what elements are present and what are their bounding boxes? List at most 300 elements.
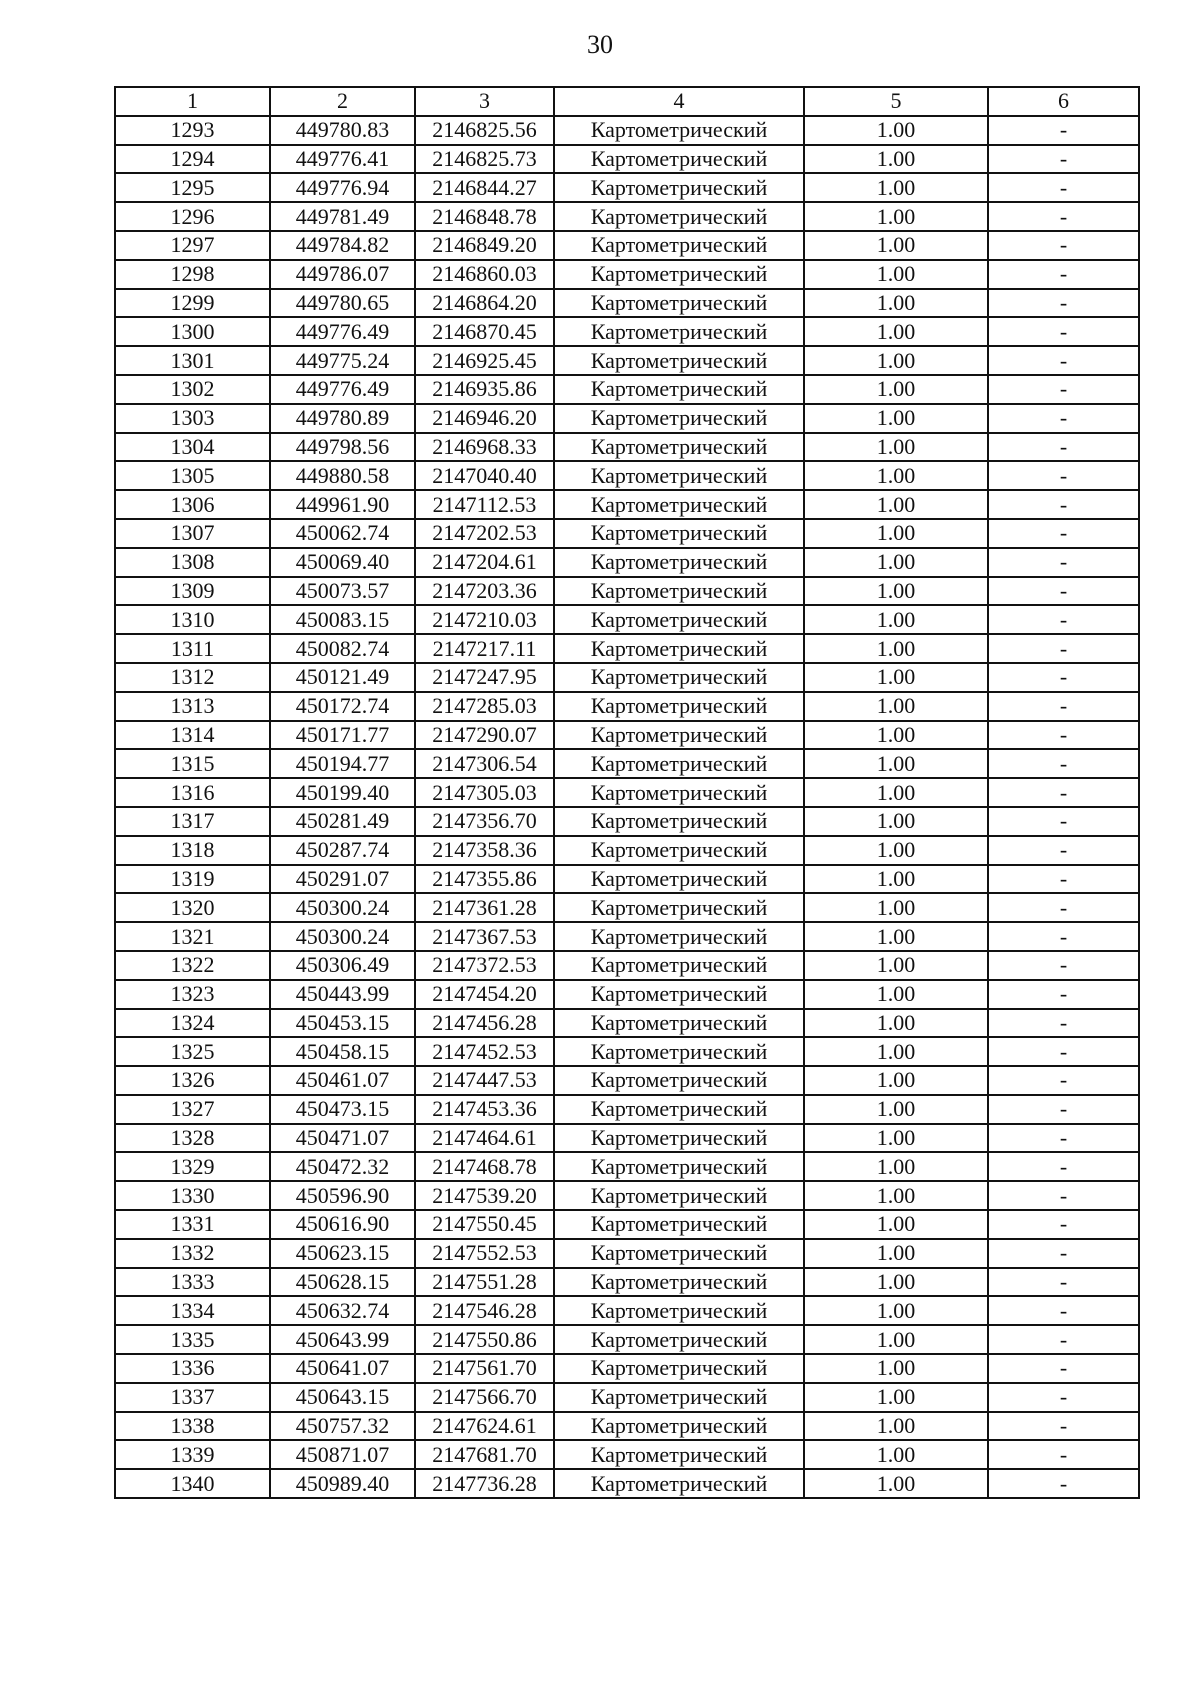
x-coordinate-cell: 450989.40 [270,1469,415,1498]
description-cell: - [988,145,1139,174]
method-cell: Картометрический [554,836,804,865]
description-cell: - [988,778,1139,807]
accuracy-cell: 1.00 [804,289,988,318]
x-coordinate-cell: 450461.07 [270,1066,415,1095]
accuracy-cell: 1.00 [804,202,988,231]
description-cell: - [988,1095,1139,1124]
y-coordinate-cell: 2147305.03 [415,778,554,807]
y-coordinate-cell: 2147112.53 [415,490,554,519]
method-cell: Картометрический [554,346,804,375]
description-cell: - [988,951,1139,980]
table-row [115,605,1139,634]
column-header: 2 [270,87,415,116]
point-number-cell: 1310 [115,605,270,634]
table-row [115,1037,1139,1066]
table-row [115,1268,1139,1297]
table-row [115,346,1139,375]
y-coordinate-cell: 2147550.86 [415,1325,554,1354]
table-row [115,116,1139,145]
x-coordinate-cell: 449780.65 [270,289,415,318]
point-number-cell: 1318 [115,836,270,865]
method-cell: Картометрический [554,807,804,836]
x-coordinate-cell: 450443.99 [270,980,415,1009]
method-cell: Картометрический [554,145,804,174]
accuracy-cell: 1.00 [804,1095,988,1124]
y-coordinate-cell: 2147551.28 [415,1268,554,1297]
accuracy-cell: 1.00 [804,1440,988,1469]
accuracy-cell: 1.00 [804,778,988,807]
table-row [115,634,1139,663]
accuracy-cell: 1.00 [804,375,988,404]
page-number: 30 [587,30,613,59]
method-cell: Картометрический [554,1152,804,1181]
point-number-cell: 1333 [115,1268,270,1297]
method-cell: Картометрический [554,1124,804,1153]
table-row [115,749,1139,778]
description-cell: - [988,1296,1139,1325]
y-coordinate-cell: 2147452.53 [415,1037,554,1066]
x-coordinate-cell: 450643.15 [270,1383,415,1412]
accuracy-cell: 1.00 [804,807,988,836]
y-coordinate-cell: 2147539.20 [415,1181,554,1210]
description-cell: - [988,721,1139,750]
description-cell: - [988,1354,1139,1383]
description-cell: - [988,1066,1139,1095]
method-cell: Картометрический [554,749,804,778]
point-number-cell: 1325 [115,1037,270,1066]
y-coordinate-cell: 2147453.36 [415,1095,554,1124]
x-coordinate-cell: 450471.07 [270,1124,415,1153]
y-coordinate-cell: 2147550.45 [415,1210,554,1239]
y-coordinate-cell: 2147566.70 [415,1383,554,1412]
description-cell: - [988,202,1139,231]
point-number-cell: 1317 [115,807,270,836]
y-coordinate-cell: 2147040.40 [415,461,554,490]
accuracy-cell: 1.00 [804,749,988,778]
accuracy-cell: 1.00 [804,1383,988,1412]
accuracy-cell: 1.00 [804,1239,988,1268]
y-coordinate-cell: 2146968.33 [415,433,554,462]
table-row [115,1239,1139,1268]
method-cell: Картометрический [554,1383,804,1412]
table-row [115,404,1139,433]
y-coordinate-cell: 2146935.86 [415,375,554,404]
x-coordinate-cell: 450291.07 [270,865,415,894]
method-cell: Картометрический [554,951,804,980]
x-coordinate-cell: 449784.82 [270,231,415,260]
point-number-cell: 1297 [115,231,270,260]
table-row [115,836,1139,865]
point-number-cell: 1303 [115,404,270,433]
point-number-cell: 1340 [115,1469,270,1498]
table-row [115,692,1139,721]
x-coordinate-cell: 450300.24 [270,893,415,922]
description-cell: - [988,1009,1139,1038]
accuracy-cell: 1.00 [804,577,988,606]
accuracy-cell: 1.00 [804,1152,988,1181]
point-number-cell: 1299 [115,289,270,318]
x-coordinate-cell: 450628.15 [270,1268,415,1297]
table-row [115,289,1139,318]
table-row [115,1181,1139,1210]
x-coordinate-cell: 449775.24 [270,346,415,375]
y-coordinate-cell: 2147361.28 [415,893,554,922]
table-row [115,577,1139,606]
accuracy-cell: 1.00 [804,1354,988,1383]
point-number-cell: 1309 [115,577,270,606]
y-coordinate-cell: 2147210.03 [415,605,554,634]
description-cell: - [988,807,1139,836]
x-coordinate-cell: 450194.77 [270,749,415,778]
point-number-cell: 1330 [115,1181,270,1210]
y-coordinate-cell: 2147247.95 [415,663,554,692]
table-row [115,173,1139,202]
y-coordinate-cell: 2146946.20 [415,404,554,433]
table-row [115,1124,1139,1153]
x-coordinate-cell: 450171.77 [270,721,415,750]
x-coordinate-cell: 450082.74 [270,634,415,663]
accuracy-cell: 1.00 [804,634,988,663]
method-cell: Картометрический [554,1009,804,1038]
y-coordinate-cell: 2147372.53 [415,951,554,980]
y-coordinate-cell: 2147306.54 [415,749,554,778]
x-coordinate-cell: 450616.90 [270,1210,415,1239]
x-coordinate-cell: 449780.89 [270,404,415,433]
description-cell: - [988,1210,1139,1239]
table-row [115,231,1139,260]
table-row [115,1009,1139,1038]
table-row [115,375,1139,404]
accuracy-cell: 1.00 [804,1124,988,1153]
description-cell: - [988,634,1139,663]
method-cell: Картометрический [554,922,804,951]
y-coordinate-cell: 2147217.11 [415,634,554,663]
description-cell: - [988,346,1139,375]
point-number-cell: 1334 [115,1296,270,1325]
accuracy-cell: 1.00 [804,231,988,260]
column-header: 1 [115,87,270,116]
description-cell: - [988,692,1139,721]
y-coordinate-cell: 2147546.28 [415,1296,554,1325]
description-cell: - [988,289,1139,318]
description-cell: - [988,749,1139,778]
accuracy-cell: 1.00 [804,145,988,174]
table-row [115,951,1139,980]
table-row [115,260,1139,289]
table-row [115,1152,1139,1181]
y-coordinate-cell: 2146925.45 [415,346,554,375]
method-cell: Картометрический [554,1440,804,1469]
table-row [115,721,1139,750]
x-coordinate-cell: 449961.90 [270,490,415,519]
point-number-cell: 1313 [115,692,270,721]
y-coordinate-cell: 2146864.20 [415,289,554,318]
accuracy-cell: 1.00 [804,1009,988,1038]
description-cell: - [988,1181,1139,1210]
accuracy-cell: 1.00 [804,922,988,951]
x-coordinate-cell: 450062.74 [270,519,415,548]
point-number-cell: 1302 [115,375,270,404]
table-body [115,116,1139,1498]
description-cell: - [988,836,1139,865]
x-coordinate-cell: 450199.40 [270,778,415,807]
description-cell: - [988,865,1139,894]
x-coordinate-cell: 449880.58 [270,461,415,490]
point-number-cell: 1321 [115,922,270,951]
method-cell: Картометрический [554,634,804,663]
accuracy-cell: 1.00 [804,519,988,548]
y-coordinate-cell: 2146860.03 [415,260,554,289]
accuracy-cell: 1.00 [804,1066,988,1095]
description-cell: - [988,663,1139,692]
table-row [115,548,1139,577]
accuracy-cell: 1.00 [804,1037,988,1066]
table-row [115,922,1139,951]
method-cell: Картометрический [554,289,804,318]
table-row [115,202,1139,231]
table-row [115,490,1139,519]
method-cell: Картометрический [554,692,804,721]
method-cell: Картометрический [554,433,804,462]
description-cell: - [988,433,1139,462]
y-coordinate-cell: 2147456.28 [415,1009,554,1038]
table-header [115,87,1139,116]
accuracy-cell: 1.00 [804,1469,988,1498]
table-row [115,145,1139,174]
table-row [115,1325,1139,1354]
x-coordinate-cell: 450458.15 [270,1037,415,1066]
column-header: 3 [415,87,554,116]
description-cell: - [988,1268,1139,1297]
description-cell: - [988,1152,1139,1181]
y-coordinate-cell: 2146825.73 [415,145,554,174]
accuracy-cell: 1.00 [804,1210,988,1239]
x-coordinate-cell: 449781.49 [270,202,415,231]
table-row [115,317,1139,346]
point-number-cell: 1314 [115,721,270,750]
x-coordinate-cell: 450069.40 [270,548,415,577]
table-row [115,980,1139,1009]
point-number-cell: 1298 [115,260,270,289]
accuracy-cell: 1.00 [804,317,988,346]
method-cell: Картометрический [554,980,804,1009]
accuracy-cell: 1.00 [804,1181,988,1210]
method-cell: Картометрический [554,1181,804,1210]
description-cell: - [988,116,1139,145]
table-row [115,433,1139,462]
y-coordinate-cell: 2146870.45 [415,317,554,346]
method-cell: Картометрический [554,490,804,519]
x-coordinate-cell: 450121.49 [270,663,415,692]
method-cell: Картометрический [554,1210,804,1239]
point-number-cell: 1336 [115,1354,270,1383]
point-number-cell: 1328 [115,1124,270,1153]
point-number-cell: 1323 [115,980,270,1009]
method-cell: Картометрический [554,1412,804,1441]
point-number-cell: 1326 [115,1066,270,1095]
accuracy-cell: 1.00 [804,893,988,922]
accuracy-cell: 1.00 [804,865,988,894]
method-cell: Картометрический [554,548,804,577]
method-cell: Картометрический [554,577,804,606]
description-cell: - [988,1412,1139,1441]
method-cell: Картометрический [554,865,804,894]
y-coordinate-cell: 2147561.70 [415,1354,554,1383]
point-number-cell: 1301 [115,346,270,375]
method-cell: Картометрический [554,1037,804,1066]
y-coordinate-cell: 2146848.78 [415,202,554,231]
coordinates-table [114,86,1140,1499]
accuracy-cell: 1.00 [804,433,988,462]
x-coordinate-cell: 450300.24 [270,922,415,951]
x-coordinate-cell: 450306.49 [270,951,415,980]
description-cell: - [988,1124,1139,1153]
y-coordinate-cell: 2147464.61 [415,1124,554,1153]
point-number-cell: 1320 [115,893,270,922]
description-cell: - [988,519,1139,548]
method-cell: Картометрический [554,260,804,289]
table-row [115,663,1139,692]
x-coordinate-cell: 450473.15 [270,1095,415,1124]
y-coordinate-cell: 2147285.03 [415,692,554,721]
point-number-cell: 1294 [115,145,270,174]
x-coordinate-cell: 450596.90 [270,1181,415,1210]
description-cell: - [988,1469,1139,1498]
y-coordinate-cell: 2147202.53 [415,519,554,548]
description-cell: - [988,461,1139,490]
x-coordinate-cell: 449776.49 [270,317,415,346]
point-number-cell: 1305 [115,461,270,490]
table-row [115,778,1139,807]
method-cell: Картометрический [554,721,804,750]
method-cell: Картометрический [554,317,804,346]
y-coordinate-cell: 2147468.78 [415,1152,554,1181]
table-row [115,1210,1139,1239]
method-cell: Картометрический [554,1066,804,1095]
point-number-cell: 1329 [115,1152,270,1181]
y-coordinate-cell: 2147681.70 [415,1440,554,1469]
method-cell: Картометрический [554,893,804,922]
x-coordinate-cell: 450453.15 [270,1009,415,1038]
point-number-cell: 1338 [115,1412,270,1441]
accuracy-cell: 1.00 [804,260,988,289]
point-number-cell: 1332 [115,1239,270,1268]
description-cell: - [988,1325,1139,1354]
x-coordinate-cell: 449780.83 [270,116,415,145]
x-coordinate-cell: 450641.07 [270,1354,415,1383]
accuracy-cell: 1.00 [804,404,988,433]
method-cell: Картометрический [554,375,804,404]
point-number-cell: 1335 [115,1325,270,1354]
table-row [115,865,1139,894]
accuracy-cell: 1.00 [804,1325,988,1354]
accuracy-cell: 1.00 [804,605,988,634]
method-cell: Картометрический [554,1296,804,1325]
method-cell: Картометрический [554,519,804,548]
table-row [115,893,1139,922]
description-cell: - [988,375,1139,404]
x-coordinate-cell: 450632.74 [270,1296,415,1325]
x-coordinate-cell: 449776.94 [270,173,415,202]
y-coordinate-cell: 2147367.53 [415,922,554,951]
method-cell: Картометрический [554,663,804,692]
table-row [115,1412,1139,1441]
point-number-cell: 1300 [115,317,270,346]
accuracy-cell: 1.00 [804,836,988,865]
method-cell: Картометрический [554,1268,804,1297]
table-row [115,1354,1139,1383]
accuracy-cell: 1.00 [804,548,988,577]
point-number-cell: 1307 [115,519,270,548]
description-cell: - [988,605,1139,634]
method-cell: Картометрический [554,461,804,490]
point-number-cell: 1315 [115,749,270,778]
accuracy-cell: 1.00 [804,692,988,721]
y-coordinate-cell: 2147204.61 [415,548,554,577]
description-cell: - [988,980,1139,1009]
y-coordinate-cell: 2146844.27 [415,173,554,202]
x-coordinate-cell: 450287.74 [270,836,415,865]
description-cell: - [988,1239,1139,1268]
accuracy-cell: 1.00 [804,1412,988,1441]
accuracy-cell: 1.00 [804,490,988,519]
table-row [115,1296,1139,1325]
method-cell: Картометрический [554,605,804,634]
x-coordinate-cell: 449786.07 [270,260,415,289]
point-number-cell: 1304 [115,433,270,462]
column-header: 6 [988,87,1139,116]
x-coordinate-cell: 449776.49 [270,375,415,404]
y-coordinate-cell: 2147624.61 [415,1412,554,1441]
x-coordinate-cell: 450073.57 [270,577,415,606]
point-number-cell: 1312 [115,663,270,692]
description-cell: - [988,1037,1139,1066]
table-row [115,1440,1139,1469]
table-row [115,1066,1139,1095]
y-coordinate-cell: 2147454.20 [415,980,554,1009]
table-row [115,807,1139,836]
accuracy-cell: 1.00 [804,461,988,490]
point-number-cell: 1296 [115,202,270,231]
point-number-cell: 1339 [115,1440,270,1469]
point-number-cell: 1327 [115,1095,270,1124]
column-header: 5 [804,87,988,116]
description-cell: - [988,893,1139,922]
description-cell: - [988,490,1139,519]
x-coordinate-cell: 449798.56 [270,433,415,462]
point-number-cell: 1306 [115,490,270,519]
x-coordinate-cell: 450083.15 [270,605,415,634]
table-row [115,1469,1139,1498]
y-coordinate-cell: 2147290.07 [415,721,554,750]
x-coordinate-cell: 450623.15 [270,1239,415,1268]
point-number-cell: 1316 [115,778,270,807]
x-coordinate-cell: 450472.32 [270,1152,415,1181]
accuracy-cell: 1.00 [804,173,988,202]
x-coordinate-cell: 450643.99 [270,1325,415,1354]
table-row [115,1095,1139,1124]
point-number-cell: 1331 [115,1210,270,1239]
point-number-cell: 1293 [115,116,270,145]
point-number-cell: 1319 [115,865,270,894]
description-cell: - [988,548,1139,577]
x-coordinate-cell: 449776.41 [270,145,415,174]
table-row [115,519,1139,548]
y-coordinate-cell: 2146825.56 [415,116,554,145]
description-cell: - [988,922,1139,951]
y-coordinate-cell: 2147447.53 [415,1066,554,1095]
point-number-cell: 1322 [115,951,270,980]
